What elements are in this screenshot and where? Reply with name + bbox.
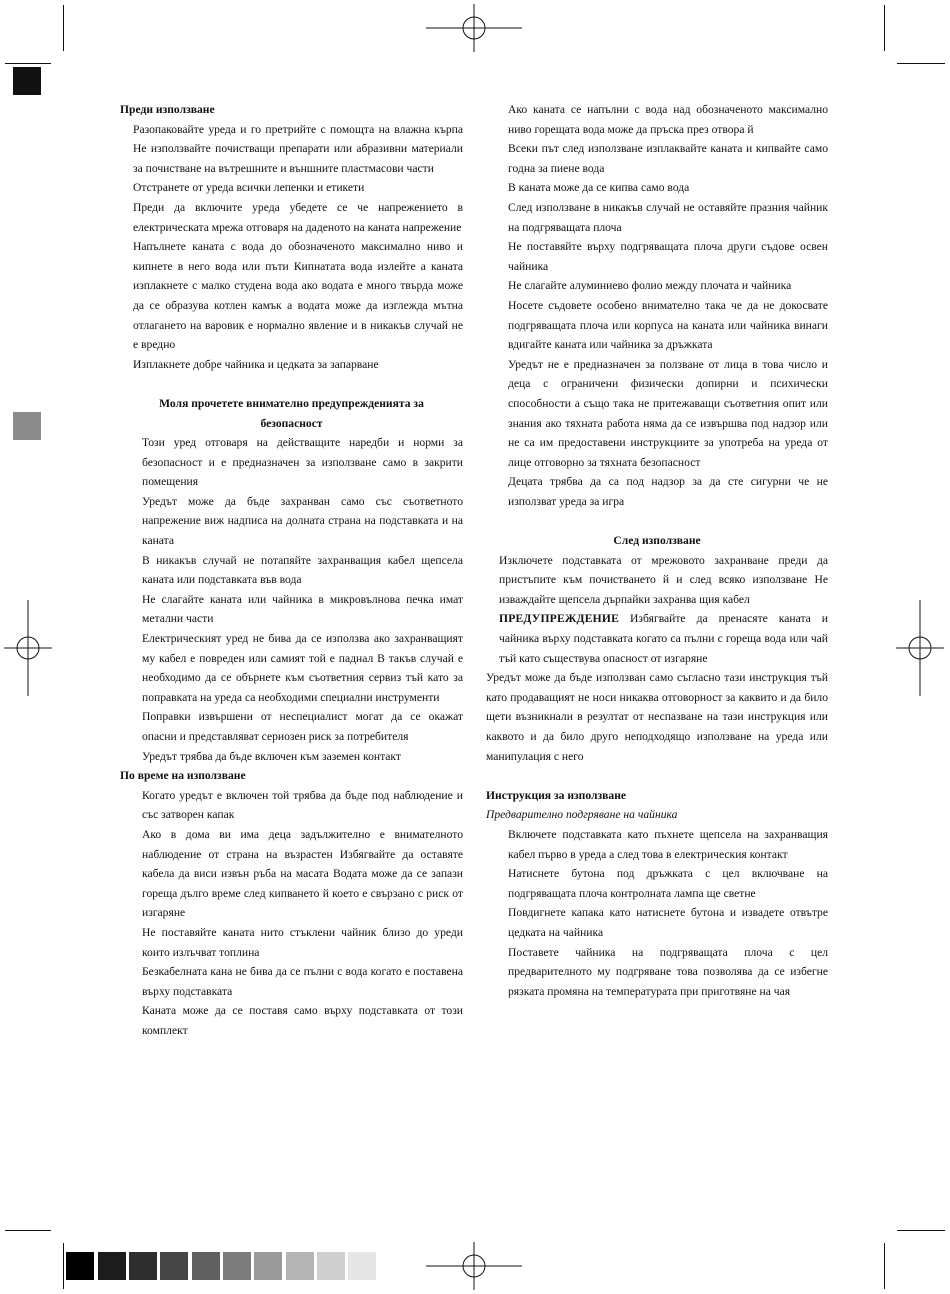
swatch — [66, 1252, 94, 1280]
section-heading-safety: Моля прочетете внимателно предупрежденията за безопасност — [159, 396, 424, 430]
liability-paragraph: Уредът може да бъде използван само съгласно тази инструкция тъй като продаващият не носи никаква отговорност за каквито и да било щети възникнали в резултат от неспазване на тази инструкция или каквото и да било друго неподходящо използване на уреда или манипулация с него — [486, 671, 828, 763]
paragraph: Ако в дома ви има деца задължително е внимателното наблюдение от страна на възрастен Избягвайте да оставяте кабела да виси извън ръба на масата Водата може да се запази гореща дълго време след кипването й което е свързано с риск от изгаряне — [142, 827, 463, 920]
paragraph: Поставете чайника на подгряващата плоча с цел предварителното му подгряване това позволява да се избегне рязката промяна на температурата при приготвяне на чая — [508, 945, 828, 998]
swatch — [348, 1252, 376, 1280]
swatch — [286, 1252, 314, 1280]
paragraph: Когато уредът е включен той трябва да бъде под наблюдение и със затворен капак — [142, 788, 463, 822]
paragraph: Носете съдовете особено внимателно така че да не докосвате подгряващата плоча или корпуса на каната или чайника винаги вдигайте каната или чайника за дръжката — [508, 298, 828, 352]
paragraph: След използване в никакъв случай не оставяйте празния чайник на подгряващата плоча — [508, 200, 828, 234]
registration-mark-top — [426, 4, 522, 52]
paragraph: Уредът може да бъде захранван само със съответното напрежение виж надписа на долната страна на подставката и на каната — [142, 494, 463, 548]
swatch — [98, 1252, 126, 1280]
trim-mark — [897, 1230, 945, 1231]
paragraph: Този уред отговаря на действащите наредби и норми за безопасност и е предназначен за използване само в закрити помещения — [142, 436, 463, 489]
paragraph: В каната може да се кипва само вода — [508, 181, 690, 195]
registration-mark-left — [4, 600, 52, 696]
gray-registration-block — [13, 412, 41, 440]
trim-mark — [63, 1243, 64, 1289]
paragraph: В никакъв случай не потапяйте захранващия кабел щепсела каната или подставката във вода — [142, 553, 463, 587]
swatch — [192, 1252, 220, 1280]
paragraph: Включете подставката като пъхнете щепсела на захранващия кабел първо в уреда а след това в електрическия контакт — [508, 827, 828, 861]
black-registration-block — [13, 67, 41, 95]
trim-mark — [63, 5, 64, 51]
paragraph: Не слагайте каната или чайника в микровълнова печка имат метални части — [142, 592, 463, 626]
trim-mark — [884, 1243, 885, 1289]
paragraph: Напълнете каната с вода до обозначеното максимално ниво и кипнете в него вода или пъти Кипнатата вода излейте а каната изплакнете с малко студена вода ако водата е много твърда може да се образува котлен камък а водата може да изглежда мътна отлагането на варовик е нормално явление и в никакъв случай не е вредно — [133, 240, 463, 352]
paragraph: Електрическият уред не бива да се използва ако захранващият му кабел е повреден или самият той е паднал В такъв случай е необходимо да се обърнете към съответния сервиз тъй като за поправката на уреда са необходими специални инструменти — [142, 632, 463, 704]
swatch — [254, 1252, 282, 1280]
swatch — [129, 1252, 157, 1280]
section-heading-instructions: Инструкция за използване — [486, 788, 627, 802]
left-column — [120, 100, 463, 1041]
paragraph: Изплакнете добре чайника и цедката за запарване — [133, 357, 379, 371]
paragraph: Повдигнете капака като натиснете бутона и извадете отвътре цедката на чайника — [508, 906, 828, 939]
paragraph: Не поставяйте каната нито стъклени чайник близо до уреди които излъчват топлина — [142, 925, 463, 959]
paragraph: Уредът трябва да бъде включен към заземен контакт — [142, 749, 401, 763]
paragraph: Изключете подставката от мрежовото захранване преди да пристъпите към почистването й и след всяко използване Не изваждайте щепсела дърпайки захранва щия кабел — [499, 553, 828, 606]
swatch — [317, 1252, 345, 1280]
paragraph: Не поставяйте върху подгряващата плоча други съдове освен чайника — [508, 240, 828, 273]
trim-mark — [897, 63, 945, 64]
paragraph: Ако каната се напълни с вода над обозначеното максимално ниво горещата вода може да пръска през отвора й — [508, 103, 828, 136]
paragraph: Разопаковайте уреда и го претрийте с помощта на влажна кърпа Не използвайте почистващи препарати или абразивни материали за почистване на вътрешните и външните пластмасови части — [133, 122, 463, 175]
section-heading-after-use: След използване — [613, 534, 701, 548]
paragraph: Поправки извършени от неспециалист могат да се окажат опасни и представляват сериозен риск за потребителя — [142, 710, 463, 743]
warning-label: ПРЕДУПРЕЖДЕНИЕ — [499, 612, 620, 626]
paragraph: Натиснете бутона под дръжката с цел включване на подгряващата плоча контролната лампа ще светне — [508, 867, 828, 900]
paragraph: Не слагайте алуминиево фолио между плочата и чайника — [508, 279, 792, 293]
registration-mark-bottom — [426, 1242, 522, 1290]
right-column — [486, 100, 828, 1001]
swatch — [160, 1252, 188, 1280]
paragraph: Уредът не е предназначен за ползване от лица в това число и деца с ограничени физически допирни и психически способности а също така не притежаващи съответния опит или знания ако тяхната работа няма да се извършва под надзор или не са им предоставени инструкциите за употреба на уреда от лице отговорно за тяхната безопасност — [508, 357, 828, 469]
trim-mark — [884, 5, 885, 51]
paragraph: Безкабелната кана не бива да се пълни с вода когато е поставена върху подставката — [142, 965, 463, 998]
paragraph: Всеки път след използване изплаквайте каната и кипвайте само годна за пиене вода — [508, 142, 828, 175]
warning-text: Избягвайте да пренасяте каната и чайника върху подставката когато са пълни с гореща вода или чай тъй като съществува опасност от изгаряне — [499, 612, 828, 665]
paragraph: Каната може да се поставя само върху подставката от този комплект — [142, 1004, 463, 1037]
section-heading-during-use: По време на използване — [120, 769, 246, 783]
section-heading-before-use: Преди използване — [120, 103, 215, 116]
trim-mark — [5, 63, 51, 64]
registration-mark-right — [896, 600, 944, 696]
warning-paragraph — [499, 609, 828, 668]
paragraph: Преди да включите уреда убедете се че напрежението в електрическата мрежа отговаря на даденото на каната напрежение — [133, 200, 463, 234]
paragraph: Отстранете от уреда всички лепенки и етикети — [133, 181, 365, 195]
subheading-preheating: Предварително подгряване на чайника — [486, 808, 678, 822]
trim-mark — [5, 1230, 51, 1231]
paragraph: Децата трябва да са под надзор за да сте сигурни че не използват уреда за игра — [508, 475, 828, 508]
swatch — [223, 1252, 251, 1280]
